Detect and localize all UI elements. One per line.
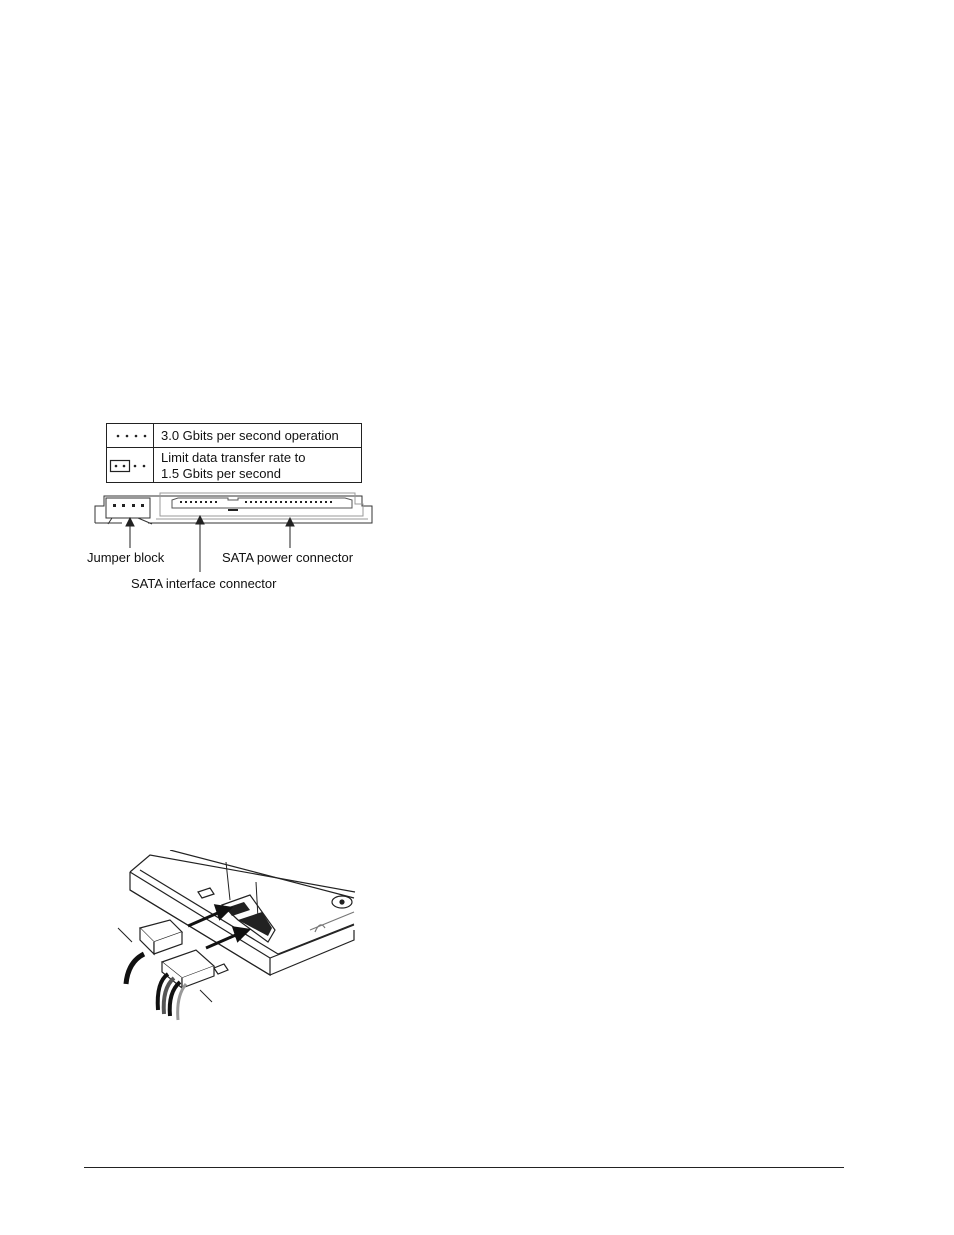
table-cell-3gbps: 3.0 Gbits per second operation xyxy=(161,428,339,443)
open-jumper-icon xyxy=(113,429,149,443)
jumper-block-label: Jumper block xyxy=(87,550,165,565)
table-cell-limit-line1: Limit data transfer rate to xyxy=(161,450,306,465)
sata-interface-connector-label: SATA interface connector xyxy=(131,576,277,591)
table-cell-limit-line2: 1.5 Gbits per second xyxy=(161,466,281,481)
table-row-1-5gbps xyxy=(107,448,361,483)
sata-power-connector-label: SATA power connector xyxy=(222,550,354,565)
footer-rule xyxy=(84,1167,844,1168)
jumpered-pins-icon xyxy=(109,458,149,474)
table-row-3gbps xyxy=(107,424,361,448)
cable-attachment-illustration xyxy=(110,850,360,1025)
jumper-settings-table xyxy=(106,423,362,483)
